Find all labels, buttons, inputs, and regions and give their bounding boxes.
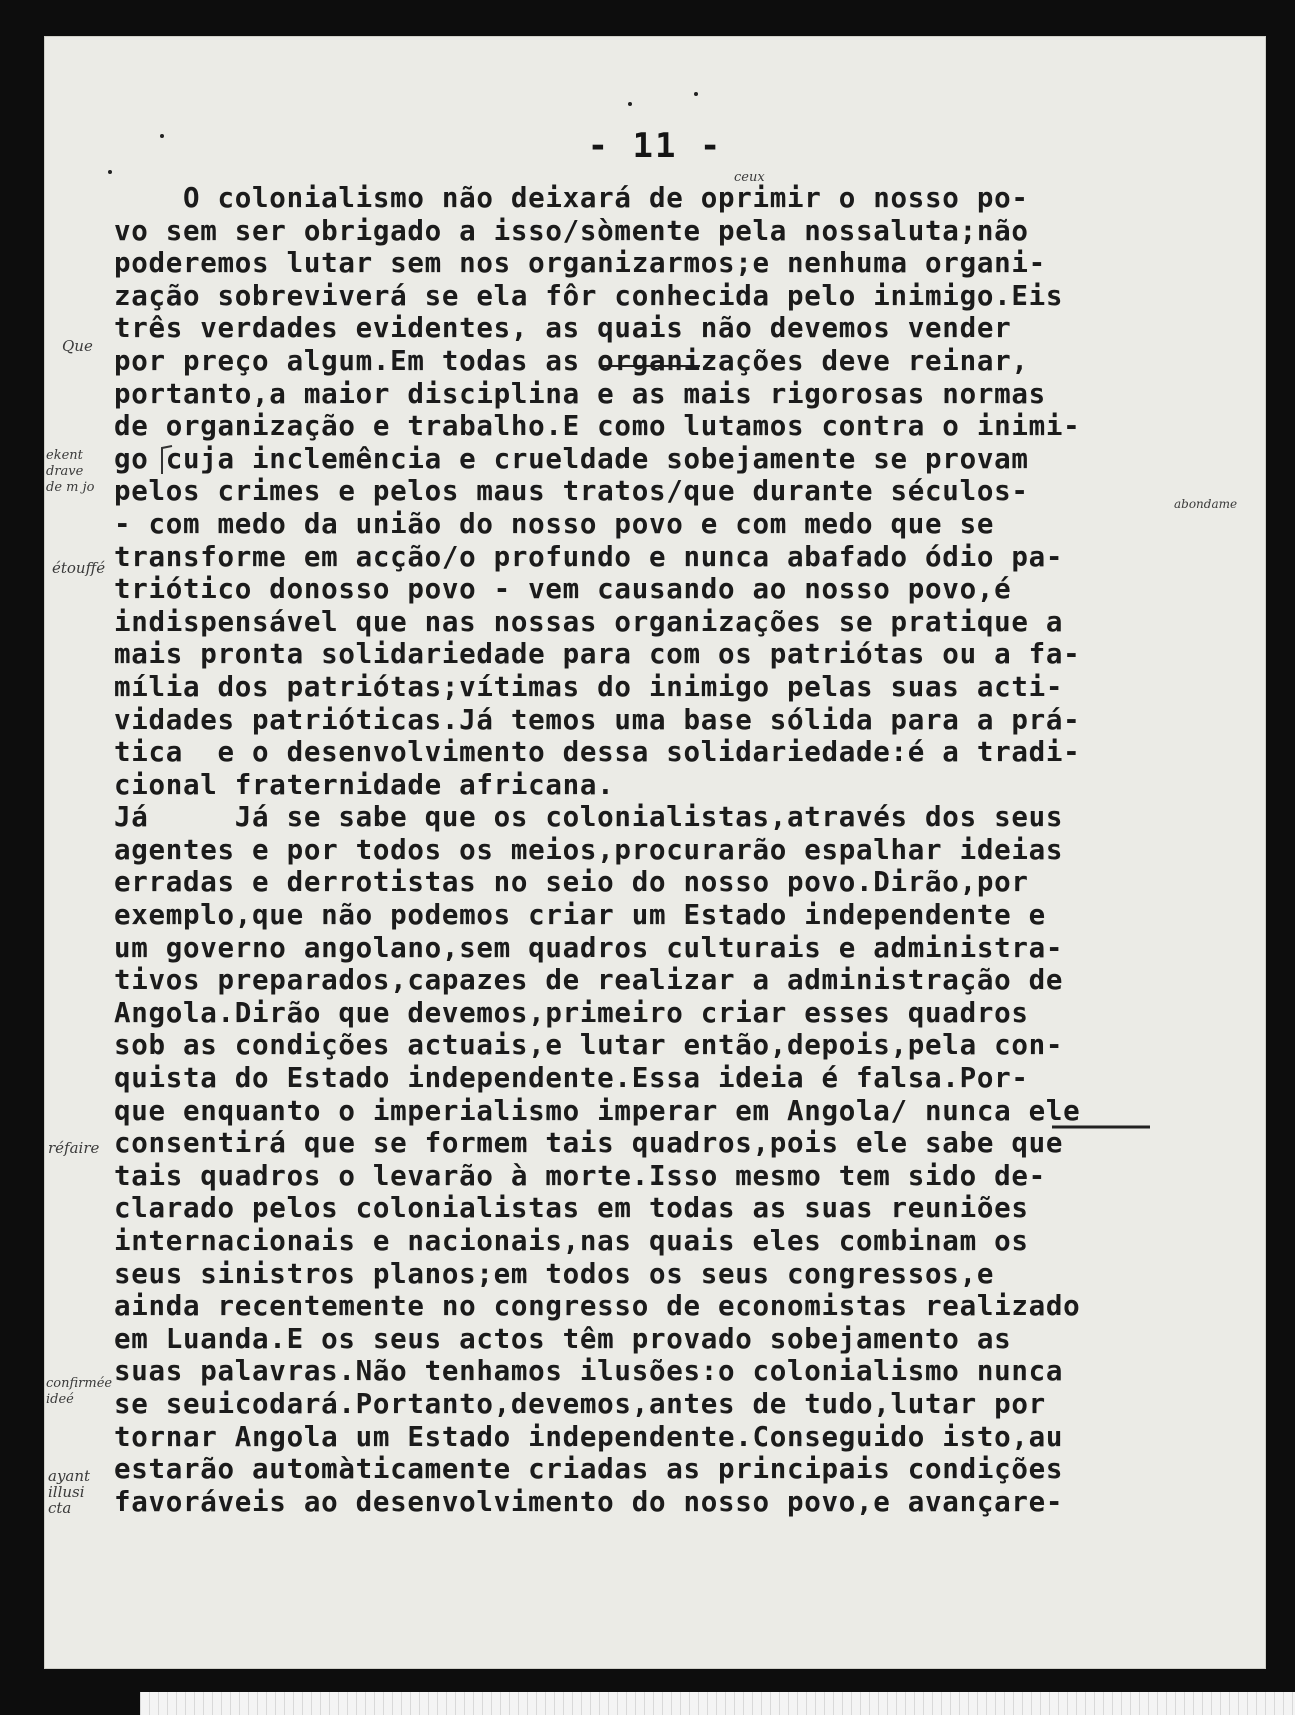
page-number: - 11 - xyxy=(587,126,723,166)
text-line: pelos crimes e pelos maus tratos/que durante séculos- xyxy=(114,475,1029,508)
text-line: triótico donosso povo - vem causando ao nosso povo,é xyxy=(114,573,1012,606)
margin-note: ceux xyxy=(734,170,765,185)
text-line: favoráveis ao desenvolvimento do nosso povo,e avançare- xyxy=(114,1485,1064,1518)
text-line: sob as condições actuais,e lutar então,depois,pela con- xyxy=(114,1029,1064,1062)
body-text xyxy=(114,182,1264,1518)
margin-note: réfaire xyxy=(48,1139,100,1157)
text-line: poderemos lutar sem nos organizarmos;e nenhuma organi- xyxy=(114,247,1046,280)
text-line: go cuja inclemência e crueldade sobejamente se provam xyxy=(114,442,1029,475)
text-line: ainda recentemente no congresso de economistas realizado xyxy=(114,1290,1081,1323)
text-line: mais pronta solidariedade para com os patriótas ou a fa- xyxy=(114,638,1081,671)
text-line: seus sinistros planos;em todos os seus congressos,e xyxy=(114,1257,995,1290)
margin-note: confirmée ideé xyxy=(46,1376,113,1407)
text-line: O colonialismo não deixará de oprimir o nosso po- xyxy=(114,182,1029,214)
text-line: três verdades evidentes, as quais não devemos vender xyxy=(114,312,1012,345)
margin-note: ekent drave de m jo xyxy=(46,448,95,495)
text-line: em Luanda.E os seus actos têm provado sobejamento as xyxy=(114,1322,1012,1355)
scale-bar xyxy=(140,1692,1295,1715)
text-line: erradas e derrotistas no seio do nosso povo.Dirão,por xyxy=(114,866,1029,899)
text-line: - com medo da união do nosso povo e com medo que se xyxy=(114,507,995,540)
margin-note: abondame xyxy=(1174,497,1238,511)
text-line: internacionais e nacionais,nas quais eles combinam os xyxy=(114,1225,1029,1257)
text-line: vo sem ser obrigado a isso/sòmente pela nossaluta;não xyxy=(114,214,1029,247)
text-line: indispensável que nas nossas organizações se pratique a xyxy=(114,605,1064,638)
text-line: suas palavras.Não tenhamos ilusões:o colonialismo nunca xyxy=(114,1355,1064,1388)
text-line: que enquanto o imperialismo imperar em Angola/ nunca ele xyxy=(114,1094,1081,1127)
text-line: quista do Estado independente.Essa ideia é falsa.Por- xyxy=(114,1062,1029,1095)
text-line: tornar Angola um Estado independente.Conseguido isto,au xyxy=(114,1420,1064,1453)
text-line: agentes e por todos os meios,procurarão espalhar ideias xyxy=(114,833,1064,866)
document-page xyxy=(44,36,1266,1669)
text-line: exemplo,que não podemos criar um Estado independente e xyxy=(114,899,1046,932)
margin-note: étouffé xyxy=(52,559,106,577)
text-line: tais quadros o levarão à morte.Isso mesmo tem sido de- xyxy=(114,1159,1046,1192)
text-line: tivos preparados,capazes de realizar a administração de xyxy=(114,964,1064,997)
text-line: transforme em acção/o profundo e nunca abafado ódio pa- xyxy=(114,540,1064,573)
margin-note: ayant illusi cta xyxy=(48,1467,91,1517)
text-line: clarado pelos colonialistas em todas as suas reuniões xyxy=(114,1192,1029,1225)
text-line: se seuicodará.Portanto,devemos,antes de tudo,lutar por xyxy=(114,1387,1046,1420)
text-line: mília dos patriótas;vítimas do inimigo pelas suas acti- xyxy=(114,670,1064,703)
text-line: portanto,a maior disciplina e as mais rigorosas normas xyxy=(114,377,1046,410)
text-line: zação sobreviverá se ela fôr conhecida pelo inimigo.Eis xyxy=(114,279,1064,312)
text-line: por preço algum.Em todas as organizações deve reinar, xyxy=(114,344,1029,377)
text-line: de organização e trabalho.E como lutamos contra o inimi- xyxy=(114,410,1081,443)
margin-note: Que xyxy=(62,337,93,355)
text-line: consentirá que se formem tais quadros,pois ele sabe que xyxy=(114,1127,1064,1160)
text-line: vidades patrióticas.Já temos uma base sólida para a prá- xyxy=(114,703,1081,736)
text-line: Já Já se sabe que os colonialistas,através dos seus xyxy=(114,801,1064,834)
text-line: estarão automàticamente criadas as principais condições xyxy=(114,1453,1064,1486)
text-line: tica e o desenvolvimento dessa solidariedade:é a tradi- xyxy=(114,736,1081,769)
text-line: Angola.Dirão que devemos,primeiro criar esses quadros xyxy=(114,996,1029,1029)
text-line: cional fraternidade africana. xyxy=(114,768,615,801)
text-line: um governo angolano,sem quadros culturais e administra- xyxy=(114,931,1064,964)
